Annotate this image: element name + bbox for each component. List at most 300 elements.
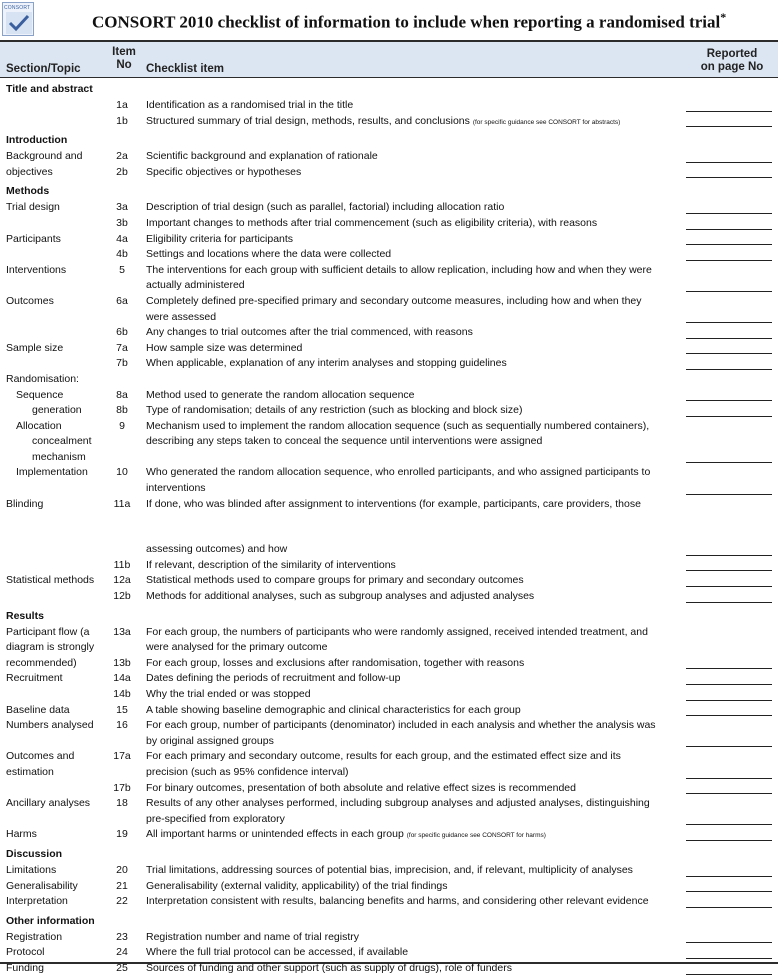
section-topic: [0, 781, 104, 797]
item-number: [104, 512, 140, 542]
item-number: [104, 310, 140, 326]
checklist-row: [0, 294, 778, 310]
page-number-blank-line[interactable]: [686, 876, 772, 877]
page-number-blank-line[interactable]: [686, 111, 772, 112]
reported-page-field[interactable]: [676, 671, 778, 687]
checklist-text: [140, 894, 676, 910]
item-number: 11a: [113, 497, 131, 510]
checklist-text: [140, 573, 676, 589]
reported-page-field: [676, 263, 778, 279]
logo-text: CONSORT: [4, 5, 31, 11]
section-heading: Methods: [6, 185, 50, 198]
checklist-row: [0, 734, 778, 750]
reported-page-field[interactable]: [676, 542, 778, 558]
item-number: 17a: [113, 750, 131, 763]
reported-page-field[interactable]: [676, 149, 778, 165]
checklist-row: [0, 450, 778, 466]
checklist-text: [140, 232, 676, 248]
header-reported-line1: Reported: [706, 48, 758, 60]
checklist-text: [140, 687, 676, 703]
section-topic: Interpretation: [6, 895, 68, 908]
page-number-blank-line[interactable]: [686, 213, 772, 214]
section-topic: [0, 356, 104, 372]
checklist-text: [140, 558, 676, 574]
checklist-text-main: A table showing baseline demographic and clinical characteristics for each group: [146, 703, 521, 716]
section-topic: Background and: [6, 150, 83, 163]
section-heading-row: [0, 914, 778, 930]
checklist-text: [140, 419, 676, 435]
checklist-text-main: For each group, the numbers of participants who were randomly assigned, received intended treatment, and: [146, 625, 648, 638]
checklist-row: [0, 558, 778, 574]
page-number-blank-line[interactable]: [686, 668, 772, 669]
checklist-text-main: Dates defining the periods of recruitment and follow-up: [146, 672, 401, 685]
item-number: 13b: [113, 656, 131, 669]
page-number-blank-line[interactable]: [686, 974, 772, 975]
item-number: 11b: [113, 558, 131, 571]
page-number-blank-line[interactable]: [686, 555, 772, 556]
item-number: [104, 481, 140, 497]
checklist-text-main: Scientific background and explanation of rationale: [146, 150, 378, 163]
reported-page-field[interactable]: [676, 450, 778, 466]
reported-page-field[interactable]: [676, 589, 778, 605]
section-topic: [0, 114, 104, 130]
item-number: [104, 812, 140, 828]
reported-page-field: [676, 718, 778, 734]
checklist-text: [140, 388, 676, 404]
page-number-blank-line[interactable]: [686, 416, 772, 417]
checklist-row: [0, 434, 778, 450]
checklist-row: [0, 703, 778, 719]
checklist-text-main: Interpretation consistent with results, balancing benefits and harms, and considering other relevant evidence: [146, 895, 649, 908]
item-number: [104, 542, 140, 558]
checklist-row: [0, 278, 778, 294]
checklist-text-main: Type of randomisation; details of any restriction (such as blocking and block size): [146, 404, 523, 417]
checklist-text-main: Identification as a randomised trial in the title: [146, 99, 354, 111]
checklist-text-main: For binary outcomes, presentation of both absolute and relative effect sizes is recommended: [146, 781, 576, 794]
checklist-text-main: If relevant, description of the similarity of interventions: [146, 558, 396, 571]
section-topic: Numbers analysed: [6, 719, 94, 732]
section-heading-row: [0, 133, 778, 149]
checklist-text: [140, 341, 676, 357]
item-number: 12b: [113, 590, 131, 603]
checklist-row: [0, 827, 778, 843]
section-topic: [0, 687, 104, 703]
reported-page-field[interactable]: [676, 114, 778, 130]
checklist-row: [0, 247, 778, 263]
section-topic: diagram is strongly: [6, 641, 95, 654]
page-number-blank-line[interactable]: [686, 291, 772, 292]
checklist-text-main: Trial limitations, addressing sources of potential bias, imprecision, and, if relevant, multiplicity of analyses: [146, 863, 633, 876]
section-topic: Outcomes: [6, 294, 54, 307]
page-number-blank-line[interactable]: [686, 824, 772, 825]
reported-page-field[interactable]: [676, 781, 778, 797]
checklist-text: [140, 749, 676, 765]
section-topic: [0, 247, 104, 263]
checklist-row: [0, 765, 778, 781]
section-topic: [0, 98, 104, 114]
guidance-note: (for specific guidance see CONSORT for harms): [406, 832, 546, 840]
checklist-text-main: All important harms or unintended effects in each group: [146, 828, 404, 841]
reported-page-field[interactable]: [676, 247, 778, 263]
reported-page-field[interactable]: [676, 200, 778, 216]
title-marker: *: [720, 10, 727, 24]
checklist-text-main: How sample size was determined: [146, 341, 303, 354]
reported-page-field[interactable]: [676, 812, 778, 828]
page-number-blank-line[interactable]: [686, 229, 772, 230]
checklist-text: [140, 703, 676, 719]
page-number-blank-line[interactable]: [686, 322, 772, 323]
item-number: 4b: [116, 248, 128, 261]
item-number: 6a: [116, 294, 128, 307]
checklist-text-main: Description of trial design (such as parallel, factorial) including allocation ratio: [146, 201, 505, 214]
reported-page-field[interactable]: [676, 558, 778, 574]
checklist-row: [0, 325, 778, 341]
checklist-table: [0, 82, 778, 977]
section-topic: Allocation: [16, 419, 62, 432]
reported-page-field[interactable]: [676, 879, 778, 895]
section-topic: [0, 589, 104, 605]
reported-page-field[interactable]: [676, 341, 778, 357]
checklist-text: [140, 879, 676, 895]
item-number: 3a: [116, 201, 128, 214]
reported-page-field: [676, 749, 778, 765]
reported-page-field[interactable]: [676, 827, 778, 843]
section-topic: Funding: [6, 961, 44, 974]
checklist-text: [140, 625, 676, 641]
section-topic: estimation: [6, 765, 54, 778]
section-topic: Participant flow (a: [6, 625, 90, 638]
checklist-text-main: actually administered: [146, 279, 245, 292]
page-number-blank-line[interactable]: [686, 942, 772, 943]
item-number: 24: [116, 946, 128, 959]
section-topic: Limitations: [6, 863, 57, 876]
section-topic: Ancillary analyses: [6, 797, 91, 810]
section-topic: Generalisability: [6, 879, 78, 892]
checklist-text: [140, 863, 676, 879]
reported-page-field[interactable]: [676, 656, 778, 672]
reported-page-field[interactable]: [676, 765, 778, 781]
checklist-text: [140, 640, 676, 656]
section-topic: Implementation: [16, 466, 88, 479]
section-heading: Other information: [6, 914, 95, 927]
page-number-blank-line[interactable]: [686, 570, 772, 571]
checklist-text-main: Statistical methods used to compare groups for primary and secondary outcomes: [146, 574, 524, 587]
item-number: [104, 765, 140, 781]
page-number-blank-line[interactable]: [686, 338, 772, 339]
reported-page-field[interactable]: [676, 325, 778, 341]
item-number: 14a: [113, 672, 131, 685]
item-number: 1b: [116, 114, 128, 127]
reported-page-field: [676, 372, 778, 388]
section-heading-row: [0, 82, 778, 98]
page-number-blank-line[interactable]: [686, 260, 772, 261]
page-number-blank-line[interactable]: [686, 494, 772, 495]
checklist-row: [0, 573, 778, 589]
item-number: 5: [119, 263, 125, 276]
checklist-row: [0, 114, 778, 130]
reported-page-field[interactable]: [676, 687, 778, 703]
checklist-text-main: by original assigned groups: [146, 734, 274, 747]
checklist-text: [140, 765, 676, 781]
reported-page-field[interactable]: [676, 98, 778, 114]
checklist-text: [140, 465, 676, 481]
checklist-row: [0, 216, 778, 232]
checklist-text: [140, 278, 676, 294]
item-number: 1a: [116, 99, 128, 111]
page-number-blank-line[interactable]: [686, 126, 772, 127]
reported-page-field[interactable]: [676, 573, 778, 589]
checklist-text: [140, 403, 676, 419]
item-number: [104, 450, 140, 466]
page-number-blank-line[interactable]: [686, 177, 772, 178]
item-number: 22: [116, 895, 128, 908]
checklist-row: [0, 625, 778, 641]
item-number: 23: [116, 930, 128, 943]
reported-page-field[interactable]: [676, 734, 778, 750]
section-heading-row: [0, 609, 778, 625]
checklist-text-main: Important changes to methods after trial commencement (such as eligibility criteria), with reasons: [146, 216, 598, 229]
section-heading: Results: [6, 609, 44, 622]
checklist-text: [140, 165, 676, 181]
checklist-text-main: Results of any other analyses performed, including subgroup analyses and adjusted analyses, distinguishing: [146, 797, 650, 810]
checklist-row: [0, 98, 778, 114]
checklist-text-main: Settings and locations where the data were collected: [146, 248, 392, 261]
checklist-text-main: Specific objectives or hypotheses: [146, 165, 302, 178]
page-number-blank-line[interactable]: [686, 778, 772, 779]
page-number-blank-line[interactable]: [686, 715, 772, 716]
checklist-row: [0, 403, 778, 419]
reported-page-field[interactable]: [676, 310, 778, 326]
checklist-text: [140, 325, 676, 341]
checklist-row: [0, 879, 778, 895]
item-number: 3b: [116, 216, 128, 229]
checklist-text: [140, 781, 676, 797]
item-number: 10: [116, 466, 128, 479]
checklist-row: [0, 656, 778, 672]
page-number-blank-line[interactable]: [686, 958, 772, 959]
checklist-text: [140, 450, 676, 466]
page-number-blank-line[interactable]: [686, 684, 772, 685]
checklist-text: [140, 263, 676, 279]
checklist-text-main: Any changes to trial outcomes after the trial commenced, with reasons: [146, 326, 473, 339]
page-number-blank-line[interactable]: [686, 840, 772, 841]
section-heading: Introduction: [6, 134, 68, 147]
checklist-text: [140, 114, 676, 130]
section-topic: Outcomes and: [6, 750, 75, 763]
checklist-text-main: Structured summary of trial design, methods, results, and conclusions: [146, 114, 470, 127]
checklist-row: [0, 542, 778, 558]
page-number-blank-line[interactable]: [686, 369, 772, 370]
checklist-text-main: The interventions for each group with sufficient details to allow replication, including how and when they were: [146, 263, 652, 276]
reported-page-field: [676, 640, 778, 656]
item-number: 17b: [113, 781, 131, 794]
reported-page-field[interactable]: [676, 388, 778, 404]
checklist-row: [0, 465, 778, 481]
checklist-row: [0, 165, 778, 181]
checklist-row: [0, 945, 778, 961]
checklist-text: [140, 247, 676, 263]
reported-page-field[interactable]: [676, 403, 778, 419]
header-item-no: [109, 46, 139, 72]
checklist-text-main: If done, who was blinded after assignment to interventions (for example, participants, care providers, those: [146, 497, 641, 510]
reported-page-field[interactable]: [676, 945, 778, 961]
checklist-text: [140, 589, 676, 605]
item-number: 6b: [116, 326, 128, 339]
section-topic: [0, 216, 104, 232]
section-topic: [0, 512, 104, 542]
checklist-text-main: Sources of funding and other support (such as supply of drugs), role of funders: [146, 961, 512, 974]
checklist-text: [140, 656, 676, 672]
reported-page-field[interactable]: [676, 863, 778, 879]
checklist-row: [0, 512, 778, 542]
page-number-blank-line[interactable]: [686, 793, 772, 794]
checklist-text-main: Methods for additional analyses, such as subgroup analyses and adjusted analyses: [146, 590, 535, 603]
section-topic: Baseline data: [6, 703, 70, 716]
checklist-text: [140, 434, 676, 450]
reported-page-field[interactable]: [676, 894, 778, 910]
checklist-row: [0, 687, 778, 703]
item-number: 18: [116, 797, 128, 810]
reported-page-field[interactable]: [676, 232, 778, 248]
item-number: 8a: [116, 388, 128, 401]
checklist-text: [140, 827, 676, 843]
checklist-text-main: Generalisability (external validity, applicability) of the trial findings: [146, 879, 448, 892]
checklist-text-main: Method used to generate the random allocation sequence: [146, 388, 415, 401]
item-number: 13a: [113, 625, 131, 638]
section-heading-row: [0, 184, 778, 200]
page-number-blank-line[interactable]: [686, 244, 772, 245]
page-number-blank-line[interactable]: [686, 907, 772, 908]
checklist-text: [140, 812, 676, 828]
checklist-text: [140, 930, 676, 946]
section-topic: [0, 481, 104, 497]
reported-page-field[interactable]: [676, 930, 778, 946]
section-topic: Sample size: [6, 341, 64, 354]
item-number: 4a: [116, 232, 128, 245]
section-topic: mechanism: [32, 450, 86, 463]
reported-page-field: [676, 796, 778, 812]
checklist-row: [0, 149, 778, 165]
page-number-blank-line[interactable]: [686, 891, 772, 892]
page-number-blank-line[interactable]: [686, 602, 772, 603]
section-heading-row: [0, 847, 778, 863]
reported-page-field: [676, 625, 778, 641]
checklist-row: [0, 894, 778, 910]
reported-page-field[interactable]: [676, 703, 778, 719]
checklist-text: [140, 98, 676, 114]
checklist-row: [0, 497, 778, 513]
item-number: 2a: [116, 150, 128, 163]
checklist-text-main: When applicable, explanation of any interim analyses and stopping guidelines: [146, 357, 507, 370]
page-number-blank-line[interactable]: [686, 586, 772, 587]
checklist-row: [0, 749, 778, 765]
checklist-text-main: Eligibility criteria for participants: [146, 232, 294, 245]
section-topic: [0, 310, 104, 326]
checklist-text-main: were assessed: [146, 310, 217, 323]
checkmark-icon: [6, 12, 32, 34]
checklist-text: [140, 310, 676, 326]
section-topic: Harms: [6, 828, 37, 841]
reported-page-field[interactable]: [676, 216, 778, 232]
section-topic: generation: [32, 404, 82, 417]
header-item-line2: No: [116, 59, 132, 71]
checklist-text: [140, 481, 676, 497]
section-topic: [0, 812, 104, 828]
reported-page-field[interactable]: [676, 481, 778, 497]
checklist-text-main: Completely defined pre-specified primary and secondary outcome measures, including how and when they: [146, 294, 642, 307]
item-number: 16: [116, 719, 128, 732]
reported-page-field[interactable]: [676, 356, 778, 372]
checklist-text: [140, 356, 676, 372]
header-checklist-item: Checklist item: [146, 63, 224, 75]
checklist-text-main: were analysed for the primary outcome: [146, 641, 328, 654]
checklist-text: [140, 796, 676, 812]
item-number: 14b: [113, 688, 131, 700]
checklist-text: [140, 671, 676, 687]
checklist-text-main: interventions: [146, 482, 206, 495]
header-section-topic: Section/Topic: [6, 63, 81, 75]
checklist-text-main: Who generated the random allocation sequence, who enrolled participants, and who assigned participants to: [146, 466, 651, 479]
header-reported-page: [688, 48, 776, 74]
item-number: [104, 278, 140, 294]
checklist-row: [0, 200, 778, 216]
item-number: 9: [119, 419, 125, 432]
item-number: 20: [116, 863, 128, 876]
reported-page-field: [676, 434, 778, 450]
reported-page-field: [676, 294, 778, 310]
section-topic: Recruitment: [6, 672, 63, 685]
page-number-blank-line[interactable]: [686, 462, 772, 463]
page-number-blank-line[interactable]: [686, 700, 772, 701]
guidance-note: (for specific guidance see CONSORT for abstracts): [472, 118, 621, 126]
item-number: 25: [116, 961, 128, 974]
page-number-blank-line[interactable]: [686, 400, 772, 401]
checklist-text: [140, 542, 676, 558]
item-number: 2b: [116, 165, 128, 178]
page-number-blank-line[interactable]: [686, 746, 772, 747]
reported-page-field: [676, 512, 778, 542]
reported-page-field[interactable]: [676, 165, 778, 181]
section-topic: Interventions: [6, 263, 67, 276]
checklist-text: [140, 149, 676, 165]
table-header: [0, 40, 778, 78]
header-item-line1: Item: [112, 46, 136, 58]
checklist-text-main: assessing outcomes) and how: [146, 543, 288, 556]
checklist-row: [0, 232, 778, 248]
checklist-row: [0, 310, 778, 326]
checklist-text: [140, 945, 676, 961]
section-topic: [0, 278, 104, 294]
item-number: 19: [116, 828, 128, 841]
section-topic: objectives: [6, 165, 53, 178]
reported-page-field[interactable]: [676, 278, 778, 294]
checklist-text-main: pre-specified from exploratory: [146, 812, 285, 825]
section-topic: [0, 542, 104, 558]
section-topic: [0, 558, 104, 574]
page-number-blank-line[interactable]: [686, 353, 772, 354]
header-reported-line2: on page No: [700, 61, 764, 73]
checklist-text-main: Where the full trial protocol can be accessed, if available: [146, 946, 409, 959]
checklist-text: [140, 718, 676, 734]
section-topic: Protocol: [6, 946, 45, 959]
checklist-row: [0, 671, 778, 687]
checklist-text-main: Mechanism used to implement the random allocation sequence (such as sequentially numbered containers),: [146, 419, 650, 432]
checklist-text: [140, 200, 676, 216]
checklist-text: [140, 512, 676, 542]
page-number-blank-line[interactable]: [686, 162, 772, 163]
checklist-row: [0, 388, 778, 404]
item-number: [104, 734, 140, 750]
